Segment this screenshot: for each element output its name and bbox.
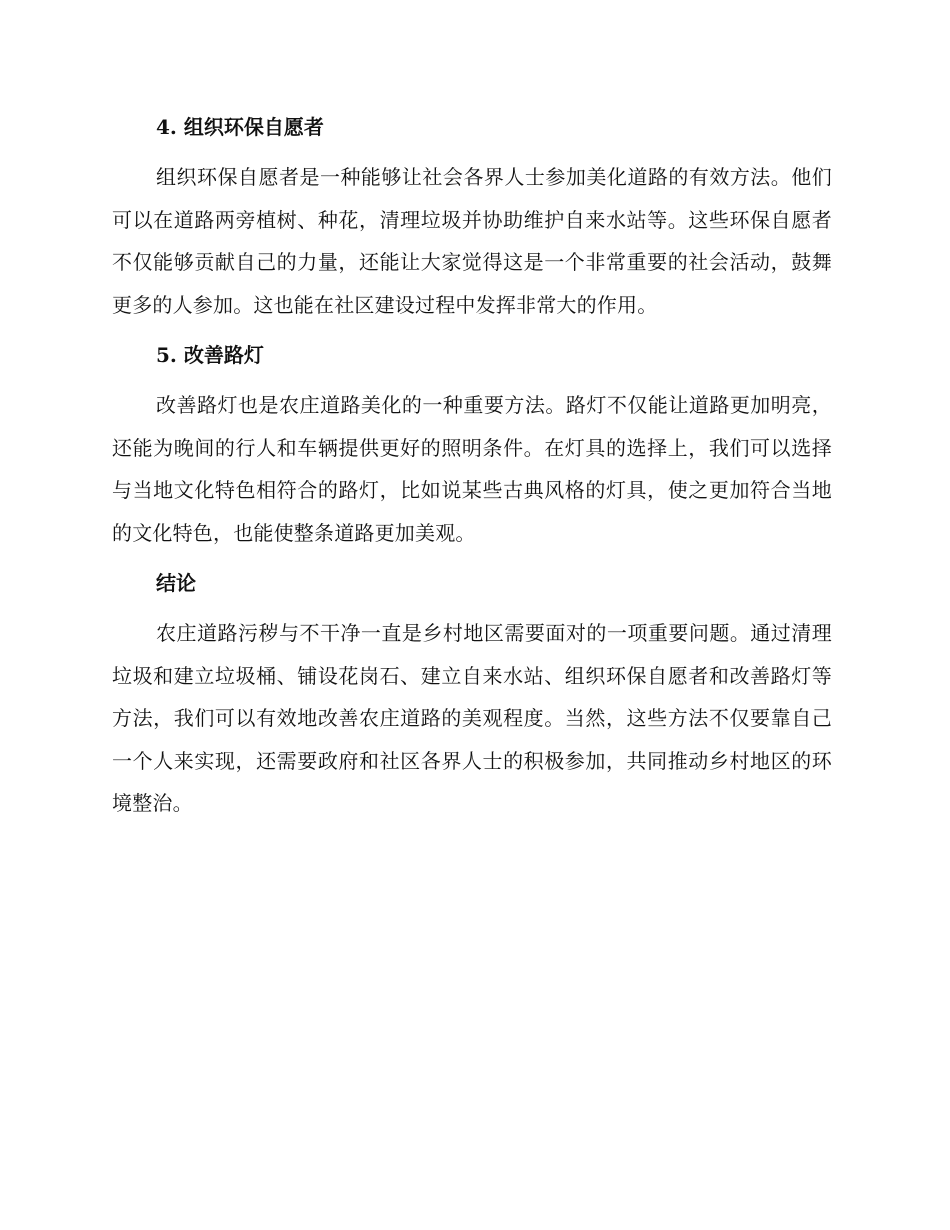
section-heading: 4. 组织环保自愿者	[156, 115, 324, 139]
section-paragraph: 改善路灯也是农庄道路美化的一种重要方法。路灯不仅能让道路更加明亮，还能为晚间的行人和车辆提供更好的照明条件。在灯具的选择上，我们可以选择与当地文化特色相符合的路灯，比如说某些古典风格的灯具，使之更加符合当地的文化特色，也能使整条道路更加美观。	[112, 393, 832, 545]
conclusion-heading: 结论	[156, 571, 196, 595]
document-page	[112, 110, 832, 837]
conclusion-paragraph: 农庄道路污秽与不干净一直是乡村地区需要面对的一项重要问题。通过清理垃圾和建立垃圾桶、铺设花岗石、建立自来水站、组织环保自愿者和改善路灯等方法，我们可以有效地改善农庄道路的美观程度。当然，这些方法不仅要靠自己一个人来实现，还需要政府和社区各界人士的积极参加，共同推动乡村地区的环境整治。	[112, 621, 832, 815]
section-heading: 5. 改善路灯	[156, 343, 264, 367]
section-paragraph: 组织环保自愿者是一种能够让社会各界人士参加美化道路的有效方法。他们可以在道路两旁植树、种花，清理垃圾并协助维护自来水站等。这些环保自愿者不仅能够贡献自己的力量，还能让大家觉得这是一个非常重要的社会活动，鼓舞更多的人参加。这也能在社区建设过程中发挥非常大的作用。	[112, 165, 832, 317]
